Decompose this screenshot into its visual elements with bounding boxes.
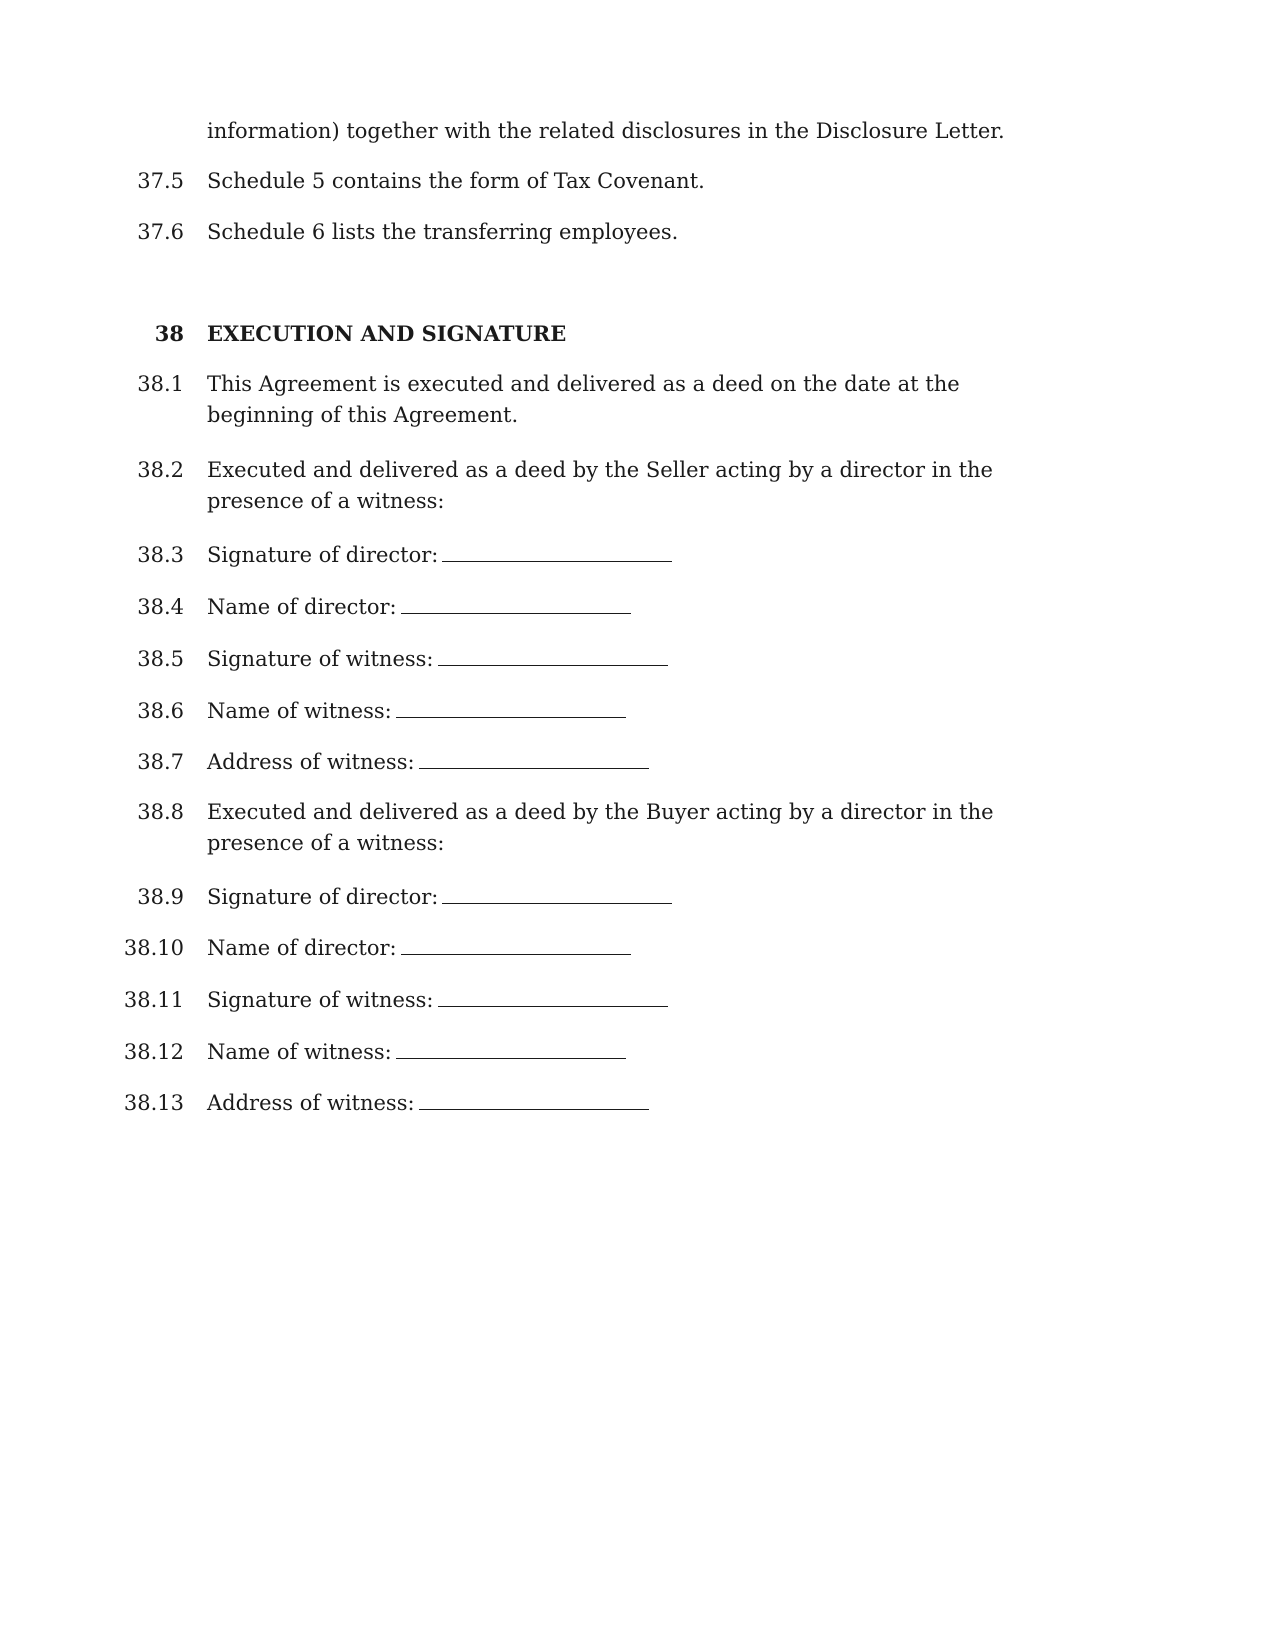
clause-text: Schedule 5 contains the form of Tax Covenant. (207, 169, 705, 193)
field-label: Name of witness: (207, 699, 392, 723)
signature-line[interactable] (438, 986, 668, 1007)
clause-text: Executed and delivered as a deed by the Buyer acting by a director in the presence of a witness: (207, 800, 994, 855)
clause-number: 38.7 (137, 750, 184, 774)
clause-number: 38.10 (123, 936, 184, 960)
field-label: Signature of director: (207, 885, 439, 909)
name-line[interactable] (396, 697, 626, 718)
field-label: Name of witness: (207, 1040, 392, 1064)
clause-text: Executed and delivered as a deed by the Seller acting by a director in the presence of a witness: (207, 458, 993, 513)
clause-number: 38.1 (137, 372, 184, 396)
continuation-text: information) together with the related disclosures in the Disclosure Letter. (207, 119, 1005, 143)
clause-text: Schedule 6 lists the transferring employees. (207, 220, 679, 244)
clause-number: 38.11 (123, 988, 184, 1012)
name-line[interactable] (401, 593, 631, 614)
signature-line[interactable] (442, 883, 672, 904)
clause-text: This Agreement is executed and delivered as a deed on the date at the beginning of this Agreement. (207, 372, 960, 427)
section-number: 38 (154, 321, 184, 346)
clause-number: 38.12 (123, 1040, 184, 1064)
clause-number: 38.9 (137, 885, 184, 909)
signature-line[interactable] (438, 645, 668, 666)
clause-number: 37.5 (137, 169, 184, 193)
clause-number: 38.8 (137, 800, 184, 824)
clause-number: 38.13 (123, 1091, 184, 1115)
field-label: Name of director: (207, 936, 397, 960)
field-label: Signature of witness: (207, 647, 434, 671)
field-label: Name of director: (207, 595, 397, 619)
name-line[interactable] (396, 1038, 626, 1059)
address-line[interactable] (419, 1089, 649, 1110)
name-line[interactable] (401, 934, 631, 955)
clause-number: 38.6 (137, 699, 184, 723)
clause-number: 37.6 (137, 220, 184, 244)
signature-line[interactable] (442, 541, 672, 562)
field-label: Signature of director: (207, 543, 439, 567)
field-label: Signature of witness: (207, 988, 434, 1012)
clause-number: 38.4 (137, 595, 184, 619)
address-line[interactable] (419, 748, 649, 769)
section-title: EXECUTION AND SIGNATURE (207, 321, 567, 346)
clause-number: 38.2 (137, 458, 184, 482)
field-label: Address of witness: (207, 750, 415, 774)
field-label: Address of witness: (207, 1091, 415, 1115)
clause-number: 38.3 (137, 543, 184, 567)
clause-number: 38.5 (137, 647, 184, 671)
